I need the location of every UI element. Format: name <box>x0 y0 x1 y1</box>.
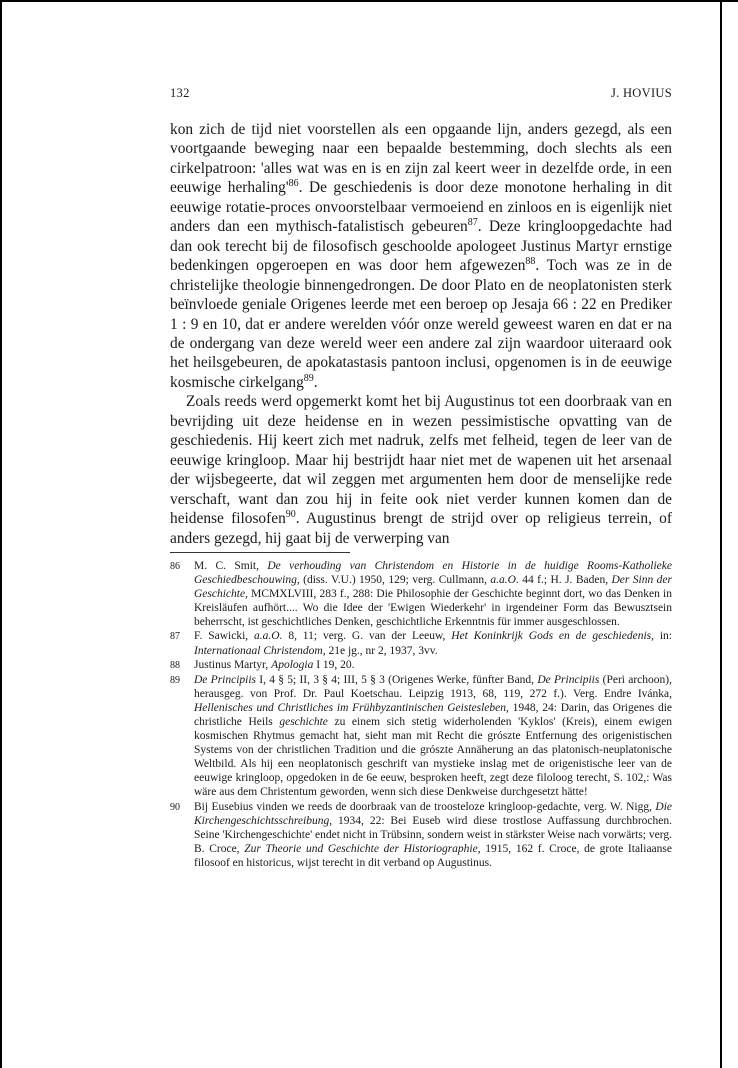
footnote-90 <box>170 800 672 870</box>
footnote-text: Bij Eusebius vinden we reeds de doorbraak van de troosteloze kringloop-gedachte, verg. W. Nigg, Die Kirchengeschichtsschreibung, 1934, 22: Bei Euseb wird diese trostlose Auffassung durchbrochen. Seine 'Kirchengeschichte' endet nicht in Trübsinn, sondern weist in stärkster Weise nach vorwärts; verg. B. Croce, Zur Theorie und Geschichte der Historiographie, 1915, 162 f. Croce, de grote Italiaanse filosoof en historicus, wijst terecht in dit verband op Augustinus. <box>194 800 672 869</box>
text-run: kon zich de tijd niet voorstellen als een opgaande lijn, anders gezegd, als een voortgaande beweging naar een bepaalde bestemming, doch slechts als een cirkelpatroon: 'alles wat was en is en zijn zal keert weer in dezelfde orde, in een eeuwige herhaling' <box>170 121 672 197</box>
footnote-ref[interactable]: 86 <box>288 178 299 190</box>
author-name: J. HOVIUS <box>610 86 672 100</box>
page <box>170 86 672 870</box>
footnote-text: F. Sawicki, a.a.O. 8, 11; verg. G. van der Leeuw, Het Koninkrijk Gods en de geschiedenis, in: Internationaal Christendom, 21e jg., nr 2, 1937, 3vv. <box>194 630 673 657</box>
footnote-86 <box>170 559 672 629</box>
footnote-ref[interactable]: 90 <box>285 508 296 520</box>
footnote-89 <box>170 673 672 800</box>
footnote-number: 87 <box>170 631 180 643</box>
footnote-88 <box>170 658 672 673</box>
text-run: . Toch was ze in de christelijke theologie binnengedrongen. De door Plato en de neoplatonisten sterk beïnvloede geniale Origenes leerde met een beroep op Jesaja 66 : 22 en Prediker 1 : 9 en 10, dat er andere werelden vóór onze wereld geweest waren en dat er na de ondergang van deze wereld weer een andere zal zijn waardoor uiteraard ook het heilsgebeuren, de apokatastasis pantoon inclusi, opgenomen is in de eeuwige kosmische cirkelgang <box>170 257 672 391</box>
footnote-ref[interactable]: 88 <box>525 256 536 268</box>
footnote-number: 88 <box>170 659 180 671</box>
paragraph <box>170 120 672 392</box>
paragraph <box>170 392 672 548</box>
footnote-ref[interactable]: 87 <box>467 217 478 229</box>
page-number: 132 <box>170 86 190 100</box>
footnotes <box>170 559 672 870</box>
page-edge <box>720 0 722 1068</box>
text-run: . <box>313 373 318 391</box>
footnote-text: Justinus Martyr, Apologia I 19, 20. <box>194 658 355 671</box>
footnote-ref[interactable]: 89 <box>303 372 314 384</box>
footnote-text: De Principiis I, 4 § 5; II, 3 § 4; III, 5 § 3 (Origenes Werke, fünfter Band, De Principiis (Peri archoon), herausgeg. von Prof. Dr. Paul Koetschau. Leipzig 1913, 68, 119, 272 f.). Verg. Endre Ivánka, Hellenisches und Christliches im Frühbyzantinischen Geistesleben, 1948, 24: Darin, das Origenes die christliche Heils geschichte zu einem sich stetig widerholenden 'Kyklos' (Kreis), einem ewigen kosmischen Rhytmus gemacht hat, sieht man mit Recht die grószte Entfernung des origenistischen Systems von der christlichen Tradition und die grószte Annäherung an das platonisch-neuplatonische Weltbild. Als hij een neoplatonisch geschrift van mystieke inslag met de origenistische leer van de eeuwige kringloop, opgedoken in de 6e eeuw, besproken heeft, zegt deze filoloog terecht, S. 102,: Was wäre aus dem Christentum geworden, wenn sich diese Denkweise durchgesetzt hätte! <box>194 673 672 799</box>
text-run: . Augustinus brengt de strijd over op religieus terrein, of anders gezegd, hij gaat bij de verwerping van <box>170 510 672 547</box>
footnote-number: 89 <box>170 674 180 686</box>
footnote-divider <box>170 552 350 553</box>
text-run: Zoals reeds werd opgemerkt komt het bij Augustinus tot een doorbraak van en bevrijding uit deze heidense en in wezen pessimistische opvatting van de geschiedenis. Hij keert zich met nadruk, zelfs met felheid, tegen de leer van de eeuwige kringloop. Maar hij bestrijdt haar niet met de wapenen uit het arsenaal der wijsbegeerte, dat wil zeggen met argumenten hem door de menselijke rede verschaft, want dan zou hij in feite ook niet verder kunnen komen dan de heidense filosofen <box>170 393 672 528</box>
text-run: . De geschiedenis is door deze monotone herhaling in dit eeuwige rotatie-proces onvoorstelbaar vermoeiend en zinloos en is eigenlijk niet anders dan een mythisch-fatalistisch gebeuren <box>170 179 672 236</box>
text-run: . Deze kringloopgedachte had dan ook terecht bij de filosofisch geschoolde apologeet Justinus Martyr ernstige bedenkingen opgeroepen en was door hem afgewezen <box>170 218 672 275</box>
running-head <box>170 86 672 101</box>
footnote-number: 86 <box>170 560 180 572</box>
footnote-number: 90 <box>170 801 180 813</box>
body-text <box>170 120 672 548</box>
footnote-87 <box>170 629 672 657</box>
footnote-text: M. C. Smit, De verhouding van Christendom en Historie in de huidige Rooms-Katholieke Geschiedbeschouwing, (diss. V.U.) 1950, 129; verg. Cullmann, a.a.O. 44 f.; H. J. Baden, Der Sinn der Geschichte, MCMXLVIII, 283 f., 288: Die Philosophie der Geschichte beginnt dort, wo das Denken in Kreisläufen aufhört.... Wo die Idee der 'Ewigen Wiederkehr' in irgendeiner Form das Bewusztsein beherrscht, ist geschichtliches Denken, geschichtliche Erkenntnis für immer ausgeschlossen. <box>194 559 672 629</box>
